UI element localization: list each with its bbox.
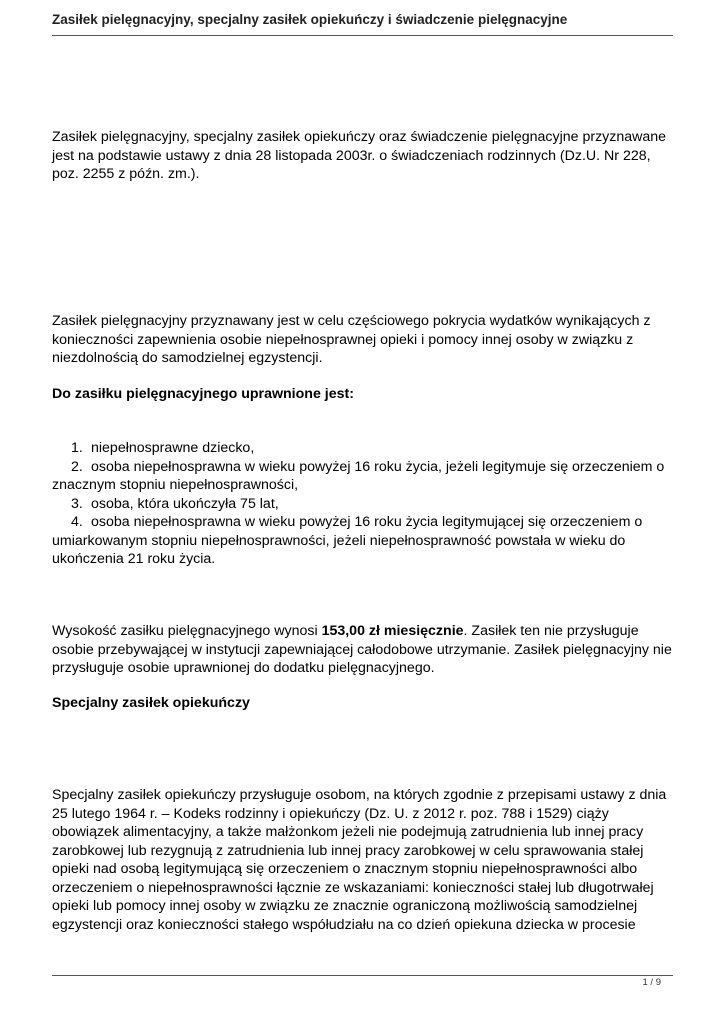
amount-value: 153,00 zł miesięcznie [321, 623, 464, 639]
eligibility-heading: Do zasiłku pielęgnacyjnego uprawnione jest: [52, 386, 354, 402]
list-item [52, 513, 676, 569]
amount-text-start: Wysokość zasiłku pielęgnacyjnego wynosi [52, 623, 322, 639]
list-item-text: osoba, która ukończyła 75 lat, [91, 495, 279, 512]
list-item-number: 4. [71, 514, 83, 530]
amount-text-end: . Zasiłek ten nie przysługuje osobie przebywającej w instytucji zapewniającej całodobowe utrzymanie. Zasiłek pielęgnacyjny nie przysługuje osobie uprawnionej do dodatku pielęgnacyjnego. [52, 623, 672, 676]
list-item-text: niepełnosprawne dziecko, [91, 440, 255, 456]
list-item [52, 495, 676, 514]
purpose-paragraph: Zasiłek pielęgnacyjny przyznawany jest w celu częściowego pokrycia wydatków wynikających z konieczności zapewnienia osobie niepełnosprawnej opieki i pomocy innej osoby w związku z niezdolnością do samodzielnej egzystencji. [52, 313, 651, 366]
list-item [52, 458, 676, 495]
page-header-title: Zasiłek pielęgnacyjny, specjalny zasiłek opiekuńczy i świadczenie pielęgnacyjne [52, 12, 568, 27]
list-item-number: 1. [71, 440, 83, 456]
header-divider [52, 35, 673, 36]
footer-divider [52, 975, 673, 976]
eligibility-list [52, 439, 676, 569]
special-allowance-heading: Specjalny zasiłek opiekuńczy [52, 695, 250, 711]
list-item-number: 3. [71, 495, 83, 512]
intro-paragraph: Zasiłek pielęgnacyjny, specjalny zasiłek opiekuńczy oraz świadczenie pielęgnacyjne przyznawane jest na podstawie ustawy z dnia 28 listopada 2003r. o świadczeniach rodzinnych (Dz.U. Nr 228, poz. 2255 z późn. zm.). [52, 129, 667, 182]
page-number: 1 / 9 [642, 977, 661, 988]
special-allowance-paragraph: Specjalny zasiłek opiekuńczy przysługuje osobom, na których zgodnie z przepisami ustawy z dnia 25 lutego 1964 r. – Kodeks rodzinny i opiekuńczy (Dz. U. z 2012 r. poz. 788 i 1529) ciąży obowiązek alimentacyjny, a także małżonkom jeżeli nie podejmują zatrudnienia lub innej pracy zarobkowej lub rezygnują z zatrudnienia lub innej pracy zarobkowej w celu sprawowania stałej opieki nad osobą legitymującą się orzeczeniem o znacznym stopniu niepełnosprawności albo orzeczeniem o niepełnosprawności łącznie ze wskazaniami: konieczności stałej lub długotrwałej opieki lub pomocy innej osoby w związku ze znacznie ograniczoną możliwością samodzielnej egzystencji oraz konieczności stałego współudziału na co dzień opiekuna dziecka w procesie [52, 787, 667, 933]
list-item [52, 439, 676, 458]
list-item-text: osoba niepełnosprawna w wieku powyżej 16 roku życia legitymującej się orzeczeniem o umiarkowanym stopniu niepełnosprawności, jeżeli niepełnosprawność powstała w wieku do ukończenia 21 roku życia. [52, 514, 643, 567]
list-item-number: 2. [71, 458, 83, 475]
amount-paragraph [52, 622, 676, 678]
list-item-text: osoba niepełnosprawna w wieku powyżej 16 roku życia, jeżeli legitymuje się orzeczeniem o znacznym stopniu niepełnosprawności, [52, 458, 665, 493]
